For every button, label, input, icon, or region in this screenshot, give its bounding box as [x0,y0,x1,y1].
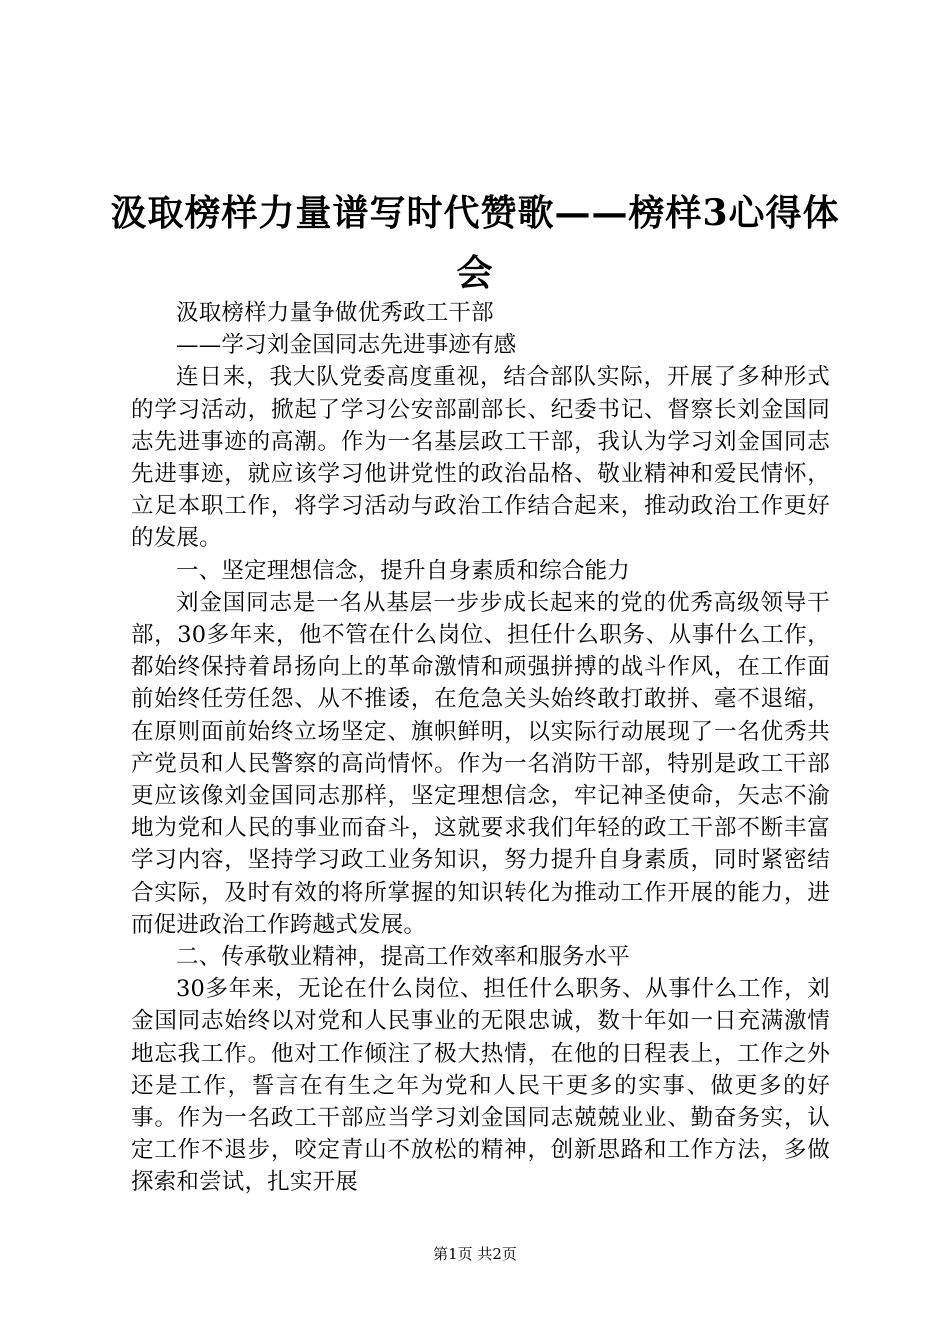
document-title: 汲取榜样力量谱写时代赞歌——榜样3心得体会 [110,192,840,294]
body-paragraph: 30多年来，无论在什么岗位、担任什么职务、从事什么工作，刘金国同志始终以对党和人民事业的无限忠诚，数十年如一日充满激情地忘我工作。他对工作倾注了极大热情，在他的日程表上，工作之外还是工作，誓言在有生之年为党和人民干更多的实事、做更多的好事。作为一名政工干部应当学习刘金国同志兢兢业业、勤奋务实，认定工作不退步，咬定青山不放松的精神，创新思路和工作方法，多做探索和尝试，扎实开展 [131,976,830,1196]
section-heading: 二、传承敬业精神，提高工作效率和服务水平 [176,944,631,971]
body-paragraph: 连日来，我大队党委高度重视，结合部队实际，开展了多种形式的学习活动，掀起了学习公安部副部长、纪委书记、督察长刘金国同志先进事迹的高潮。作为一名基层政工干部，我认为学习刘金国同志先进事迹，就应该学习他讲党性的政治品格、敬业精神和爱民情怀，立足本职工作，将学习活动与政治工作结合起来，推动政治工作更好的发展。 [131,364,830,552]
page-footer: 第1页 共2页 [433,1245,517,1263]
subtitle-line: 汲取榜样力量争做优秀政工干部 [176,300,494,326]
section-heading: 一、坚定理想信念，提升自身素质和综合能力 [176,557,631,584]
subtitle-line: ——学习刘金国同志先进事迹有感 [176,332,517,359]
document-body [131,297,830,1199]
body-paragraph: 刘金国同志是一名从基层一步步成长起来的党的优秀高级领导干部，30多年来，他不管在什么岗位、担任什么职务、从事什么工作，都始终保持着昂扬向上的革命激情和顽强拼搏的战斗作风，在工作面前始终任劳任怨、从不推诿，在危急关头始终敢打敢拼、毫不退缩，在原则面前始终立场坚定、旗帜鲜明，以实际行动展现了一名优秀共产党员和人民警察的高尚情怀。作为一名消防干部，特别是政工干部更应该像刘金国同志那样，坚定理想信念，牢记神圣使命，矢志不渝地为党和人民的事业而奋斗，这就要求我们年轻的政工干部不断丰富学习内容，坚持学习政工业务知识，努力提升自身素质，同时紧密结合实际，及时有效的将所掌握的知识转化为推动工作开展的能力，进而促进政治工作跨越式发展。 [131,589,830,938]
